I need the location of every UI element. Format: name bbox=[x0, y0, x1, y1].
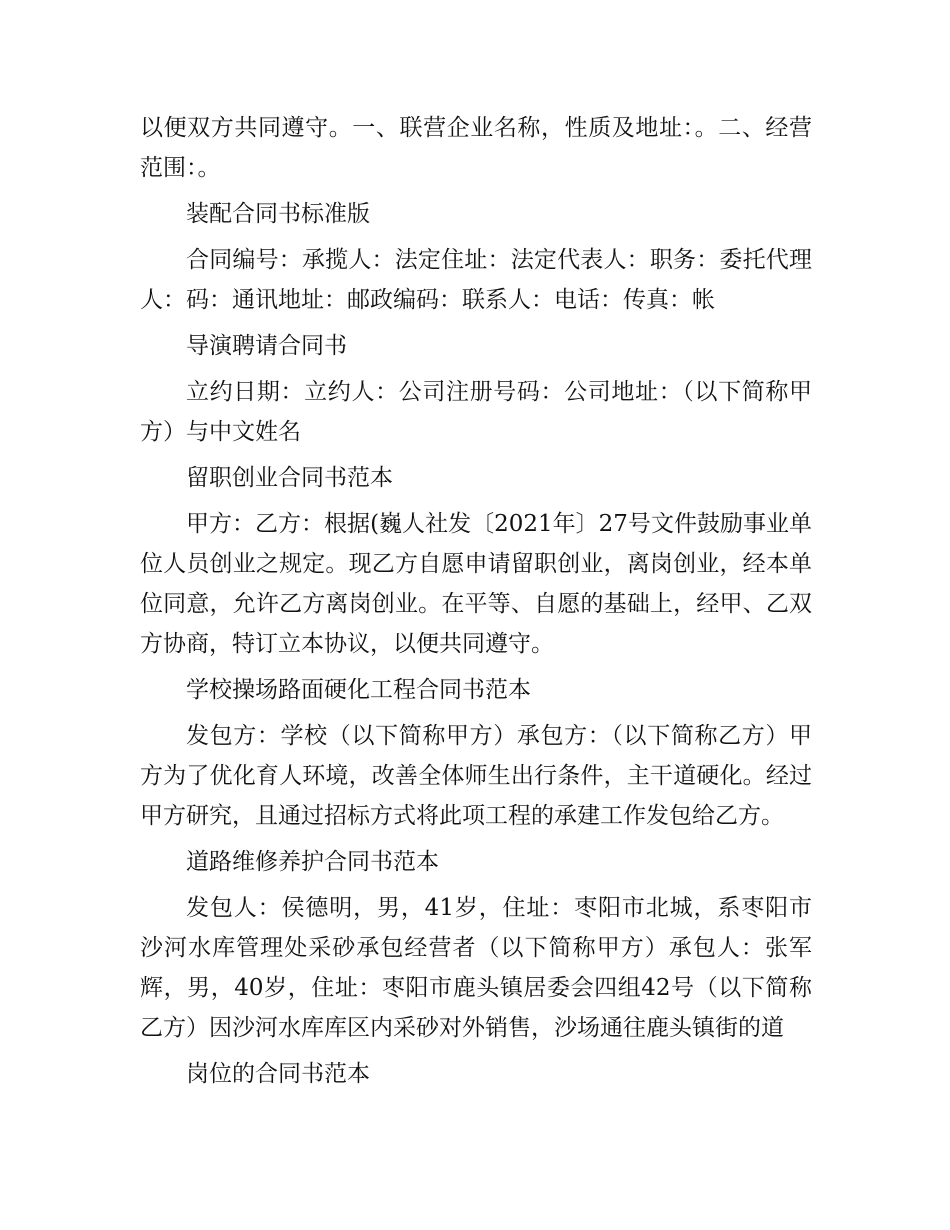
section-heading-assembly-contract: 装配合同书标准版 bbox=[186, 201, 370, 227]
paragraph-road-maintenance-contract: 发包人：侯德明，男，41岁，住址：枣阳市北城，系枣阳市沙河水库管理处采砂承包经营者（以下简称甲方）承包人：张军辉，男，40岁，住址：枣阳市鹿头镇居委会四组42号（以下简称乙方）因沙河水库库区内采砂对外销售，沙场通往鹿头镇街的道 bbox=[140, 895, 812, 1041]
paragraph-assembly-contract: 合同编号：承揽人：法定住址：法定代表人：职务：委托代理人：码：通讯地址：邮政编码：联系人：电话：传真：帐 bbox=[140, 247, 812, 313]
section-heading-director-contract: 导演聘请合同书 bbox=[186, 333, 347, 359]
document-body bbox=[140, 108, 812, 1100]
section-heading-road-maintenance-contract: 道路维修养护合同书范本 bbox=[186, 849, 439, 875]
paragraph-intro: 以便双方共同遵守。一、联营企业名称，性质及地址：。二、经营范围：。 bbox=[140, 115, 812, 181]
paragraph-playground-contract: 发包方：学校（以下简称甲方）承包方：（以下简称乙方）甲方为了优化育人环境，改善全体师生出行条件，主干道硬化。经过甲方研究，且通过招标方式将此项工程的承建工作发包给乙方。 bbox=[140, 723, 812, 829]
section-heading-position-contract: 岗位的合同书范本 bbox=[186, 1061, 370, 1087]
section-heading-entrepreneurship-contract: 留职创业合同书范本 bbox=[186, 465, 393, 491]
paragraph-director-contract: 立约日期：立约人：公司注册号码：公司地址：（以下简称甲方）与中文姓名 bbox=[140, 379, 812, 445]
paragraph-entrepreneurship-contract: 甲方：乙方：根据(巍人社发〔2021年〕27号文件鼓励事业单位人员创业之规定。现乙方自愿申请留职创业，离岗创业，经本单位同意，允许乙方离岗创业。在平等、自愿的基础上，经甲、乙双方协商，特订立本协议，以便共同遵守。 bbox=[140, 511, 812, 657]
section-heading-playground-contract: 学校操场路面硬化工程合同书范本 bbox=[186, 677, 531, 703]
